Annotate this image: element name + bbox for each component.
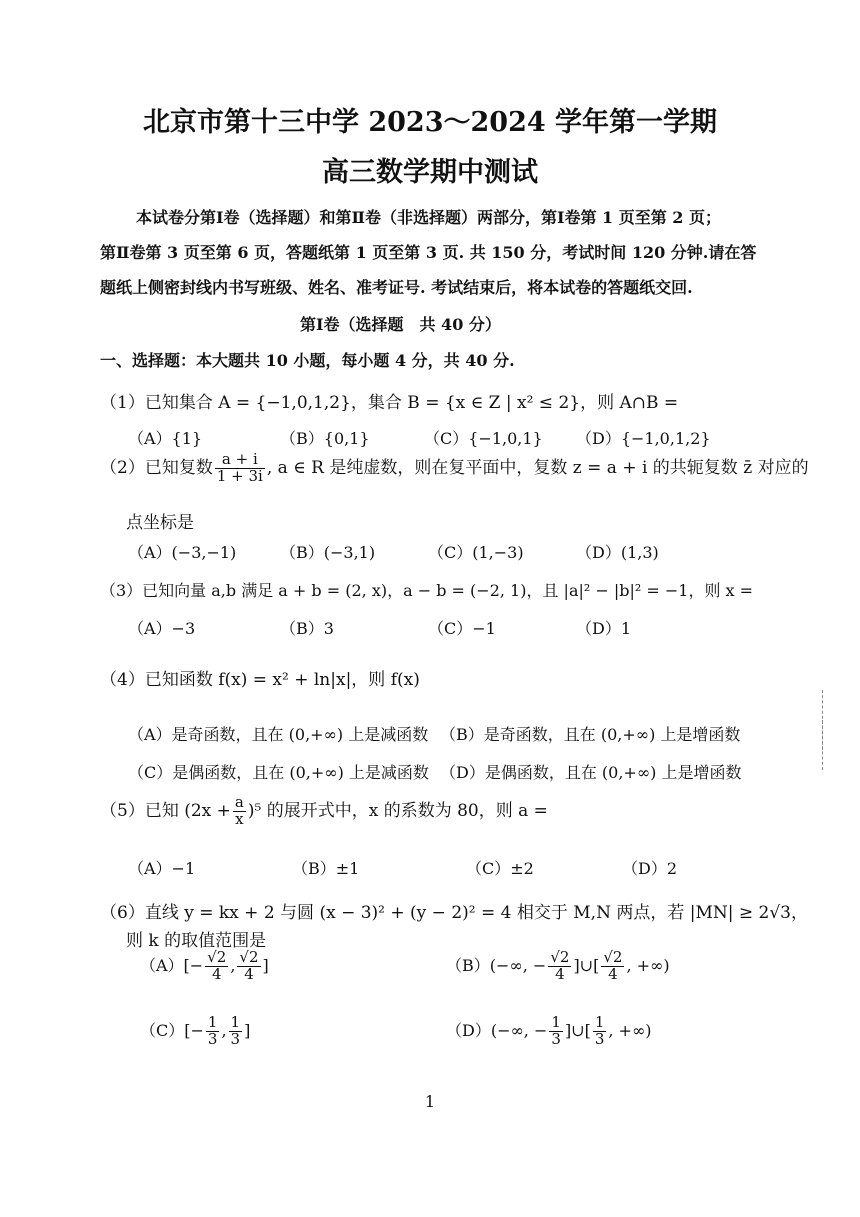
fraction-numerator: 1 <box>594 1013 605 1031</box>
question-6-continuation: 则 k 的取值范围是 <box>126 931 267 951</box>
fraction <box>549 1015 563 1048</box>
question-4-stem: （4）已知函数 f(x) = x² + ln|x|，则 f(x) <box>100 670 420 690</box>
question-6-option-c: （C）[− $\frac{1}{3}$ , $\frac{1}{3}$ ] <box>140 1013 251 1048</box>
question-1-stem: （1）已知集合 A = {−1,0,1,2}，集合 B = {x ∈ Z | x² ≤ 2}，则 A∩B = <box>100 393 679 413</box>
fraction-denominator: 3 <box>551 1029 561 1048</box>
question-5-prefix: （5）已知 (2x + <box>100 800 231 821</box>
question-5-suffix: )⁵ 的展开式中，x 的系数为 80，则 a = <box>247 800 548 821</box>
fraction <box>601 950 624 983</box>
question-3-option-b: （B）3 <box>280 619 334 638</box>
question-6-stem: （6）直线 y = kx + 2 与圆 (x − 3)² + (y − 2)² = 4 相交于 M,N 两点，若 |MN| ≥ 2√3， <box>100 903 808 923</box>
question-1-option-a: （A）{1} <box>128 429 203 448</box>
question-2-option-d: （D）(1,3) <box>576 543 659 562</box>
question-3-option-d: （D）1 <box>576 619 632 638</box>
question-5-fraction <box>233 795 246 828</box>
fraction <box>229 1015 243 1048</box>
question-2-continuation: 点坐标是 <box>126 513 194 533</box>
fraction-numerator: a + i <box>215 452 265 469</box>
question-6-option-a: （A）[− $\frac{√2}{4}$ , $\frac{√2}{4}$ ] <box>140 948 269 983</box>
question-2-fraction <box>215 452 265 485</box>
fraction-denominator: 4 <box>212 964 222 983</box>
exam-subtitle: 高三数学期中测试 <box>322 157 538 188</box>
section-title: 一、选择题：本大题共 10 小题，每小题 4 分，共 40 分. <box>100 351 515 370</box>
question-4-option-b: （B）是奇函数，且在 (0,+∞) 上是增函数 <box>440 725 741 744</box>
fraction-numerator: 1 <box>551 1013 561 1031</box>
fraction-denominator: x <box>235 809 244 828</box>
fraction-denominator: 3 <box>594 1029 605 1048</box>
question-2-option-a: （A）(−3,−1) <box>128 543 237 562</box>
fraction-numerator: √2 <box>207 948 227 966</box>
question-2-suffix: , a ∈ R 是纯虚数，则在复平面中，复数 z = a + i 的共轭复数 z̄ 对应的 <box>266 457 809 478</box>
question-6-option-b: （B）(−∞, − $\frac{√2}{4}$ ]∪[ $\frac{√2}{4}$ , +∞) <box>446 948 670 983</box>
question-3-stem: （3）已知向量 a,b 满足 a + b = (2, x)，a − b = (−2, 1)，且 |a|² − |b|² = −1，则 x = <box>100 581 754 600</box>
question-6-option-d: （D）(−∞, − $\frac{1}{3}$ ]∪[ $\frac{1}{3}$ , +∞) <box>446 1013 652 1048</box>
fraction-denominator: 3 <box>207 1029 218 1048</box>
question-4-option-a: （A）是奇函数，且在 (0,+∞) 上是减函数 <box>128 725 429 744</box>
question-2-option-c: （C）(1,−3) <box>428 543 524 562</box>
page-number: 1 <box>424 1092 436 1111</box>
fraction <box>237 950 260 983</box>
fraction-denominator: 3 <box>230 1029 241 1048</box>
fraction-numerator: a <box>234 793 244 811</box>
fraction-denominator: 1 + 3i <box>216 466 263 485</box>
intro-line-3: 题纸上侧密封线内书写班级、姓名、准考证号. 考试结束后，将本试卷的答题纸交回. <box>100 278 693 297</box>
fraction <box>548 950 571 983</box>
question-2-prefix: （2）已知复数 <box>100 457 213 478</box>
question-3-option-a: （A）−3 <box>128 619 196 638</box>
fraction <box>206 1015 220 1048</box>
question-4-option-d: （D）是偶函数，且在 (0,+∞) 上是增函数 <box>440 763 742 782</box>
question-5-option-a: （A）−1 <box>128 859 196 878</box>
fraction-denominator: 4 <box>608 964 618 983</box>
question-1-option-b: （B）{0,1} <box>280 429 370 448</box>
question-3-option-c: （C）−1 <box>428 619 496 638</box>
question-1-option-c: （C）{−1,0,1} <box>424 429 543 448</box>
intro-line-1: 本试卷分第Ⅰ卷（选择题）和第Ⅱ卷（非选择题）两部分，第Ⅰ卷第 1 页至第 2 页； <box>136 208 722 227</box>
fraction-numerator: 1 <box>230 1013 241 1031</box>
exam-title: 北京市第十三中学 2023～2024 学年第一学期 <box>142 107 718 138</box>
fraction <box>205 950 228 983</box>
question-1-option-d: （D）{−1,0,1,2} <box>576 429 711 448</box>
question-2-stem <box>100 452 809 485</box>
question-5-option-c: （C）±2 <box>466 859 534 878</box>
fraction-numerator: √2 <box>603 948 623 966</box>
question-4-option-c: （C）是偶函数，且在 (0,+∞) 上是减函数 <box>128 763 429 782</box>
question-5-option-b: （B）±1 <box>292 859 360 878</box>
fraction <box>593 1015 607 1048</box>
fraction-numerator: 1 <box>207 1013 218 1031</box>
fraction-numerator: √2 <box>239 948 259 966</box>
intro-line-2: 第Ⅱ卷第 3 页至第 6 页，答题纸第 1 页至第 3 页. 共 150 分，考试时间 120 分钟.请在答 <box>100 243 757 262</box>
part-title: 第Ⅰ卷（选择题 共 40 分） <box>300 315 501 334</box>
question-5-stem <box>100 795 548 828</box>
question-5-option-d: （D）2 <box>622 859 678 878</box>
fraction-denominator: 4 <box>244 964 254 983</box>
fraction-numerator: √2 <box>550 948 570 966</box>
fraction-denominator: 4 <box>555 964 565 983</box>
question-2-option-b: （B）(−3,1) <box>280 543 376 562</box>
scan-mark <box>822 720 823 770</box>
